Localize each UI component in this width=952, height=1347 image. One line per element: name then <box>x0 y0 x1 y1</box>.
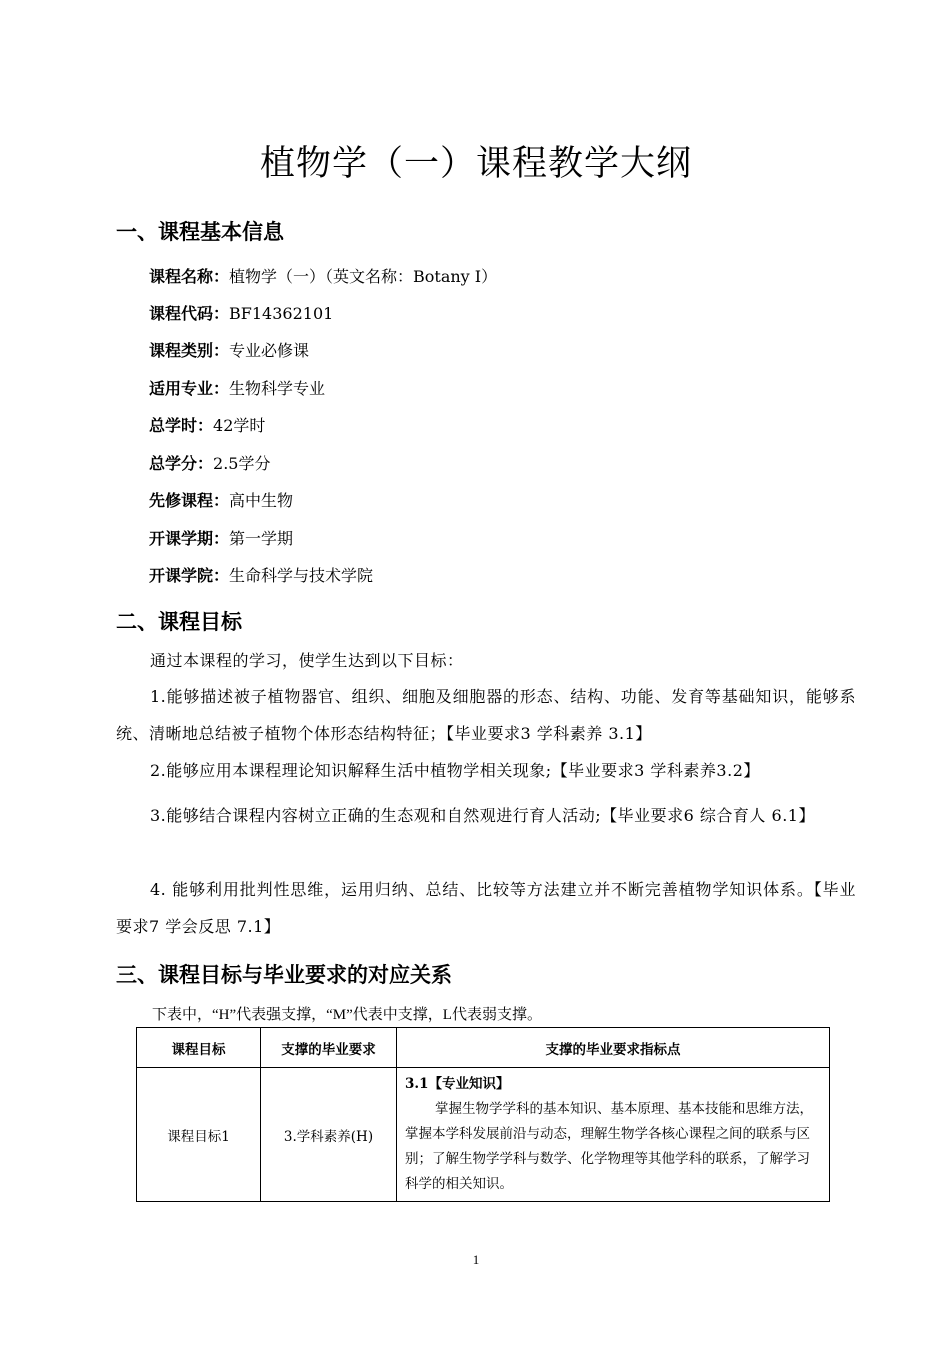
info-value: 2.5学分 <box>213 454 271 473</box>
info-row <box>149 526 293 549</box>
info-value: 第一学期 <box>229 529 294 548</box>
info-row <box>149 451 270 474</box>
info-label: 开课学院： <box>149 566 230 585</box>
goal-text: 2.能够应用本课程理论知识解释生活中植物学相关现象;【毕业要求3 学科素养3.2】 <box>150 761 760 780</box>
mapping-table <box>136 1027 830 1202</box>
column-header: 课程目标 <box>137 1028 261 1068</box>
page-title: 植物学（一）课程教学大纲 <box>259 144 692 184</box>
goal-text: 4. 能够利用批判性思维，运用归纳、总结、比较等方法建立并不断完善植物学知识体系。【毕业要求7 学会反思 7.1】 <box>116 880 856 936</box>
goals-intro-text: 通过本课程的学习，使学生达到以下目标： <box>150 651 464 670</box>
page-number: 1 <box>472 1252 480 1267</box>
info-value: 植物学（一）（英文名称：Botany Ⅰ） <box>229 267 498 286</box>
table-header-row <box>137 1028 830 1068</box>
indicator-text: 掌握生物学学科的基本知识、基本原理、基本技能和思维方法，掌握本学科发展前沿与动态，理解生物学各核心课程之间的联系与区别；了解生物学学科与数学、化学物理等其他学科的联系，了解学习科学的相关知识。 <box>405 1101 813 1192</box>
info-label: 先修课程： <box>149 491 230 510</box>
info-value: BF14362101 <box>229 304 334 323</box>
info-label: 开课学期： <box>149 529 230 548</box>
info-row <box>149 376 325 399</box>
column-header: 支撑的毕业要求 <box>261 1028 397 1068</box>
section-heading-basic-info: 一、课程基本信息 <box>116 219 284 244</box>
info-row <box>149 338 309 361</box>
info-row <box>149 264 497 287</box>
table-row <box>137 1068 830 1202</box>
info-label: 总学时： <box>149 416 214 435</box>
column-header: 支撑的毕业要求指标点 <box>397 1028 830 1068</box>
info-value: 生命科学与技术学院 <box>229 566 374 585</box>
info-value: 高中生物 <box>229 491 294 510</box>
indicator-title: 3.1【专业知识】 <box>405 1076 510 1092</box>
info-label: 课程名称： <box>149 267 230 286</box>
info-row <box>149 301 333 324</box>
info-label: 总学分： <box>149 454 214 473</box>
table-note: 下表中，“H”代表强支撑，“M”代表中支撑，L代表弱支撑。 <box>152 1007 542 1023</box>
goal-text: 3.能够结合课程内容树立正确的生态观和自然观进行育人活动;【毕业要求6 综合育人 6.1】 <box>150 806 815 825</box>
info-row <box>149 488 293 511</box>
requirement-cell: 3.学科素养(H) <box>261 1068 397 1202</box>
goal-item <box>116 797 856 834</box>
info-label: 课程类别： <box>149 341 230 360</box>
goal-item <box>116 871 856 945</box>
info-value: 生物科学专业 <box>229 379 326 398</box>
info-value: 专业必修课 <box>229 341 310 360</box>
goal-item <box>116 752 856 789</box>
section-heading-mapping: 三、课程目标与毕业要求的对应关系 <box>116 962 452 987</box>
info-label: 课程代码： <box>149 304 230 323</box>
section-heading-goals: 二、课程目标 <box>116 609 242 634</box>
info-value: 42学时 <box>213 416 266 435</box>
indicator-cell <box>397 1068 830 1202</box>
goal-cell: 课程目标1 <box>137 1068 261 1202</box>
goal-text: 1.能够描述被子植物器官、组织、细胞及细胞器的形态、结构、功能、发育等基础知识，能够系统、清晰地总结被子植物个体形态结构特征；【毕业要求3 学科素养 3.1】 <box>116 687 856 743</box>
goals-intro <box>116 642 856 679</box>
info-row <box>149 413 265 436</box>
indicator-body <box>405 1097 821 1197</box>
goal-item <box>116 678 856 752</box>
info-row <box>149 563 373 586</box>
info-label: 适用专业： <box>149 379 230 398</box>
